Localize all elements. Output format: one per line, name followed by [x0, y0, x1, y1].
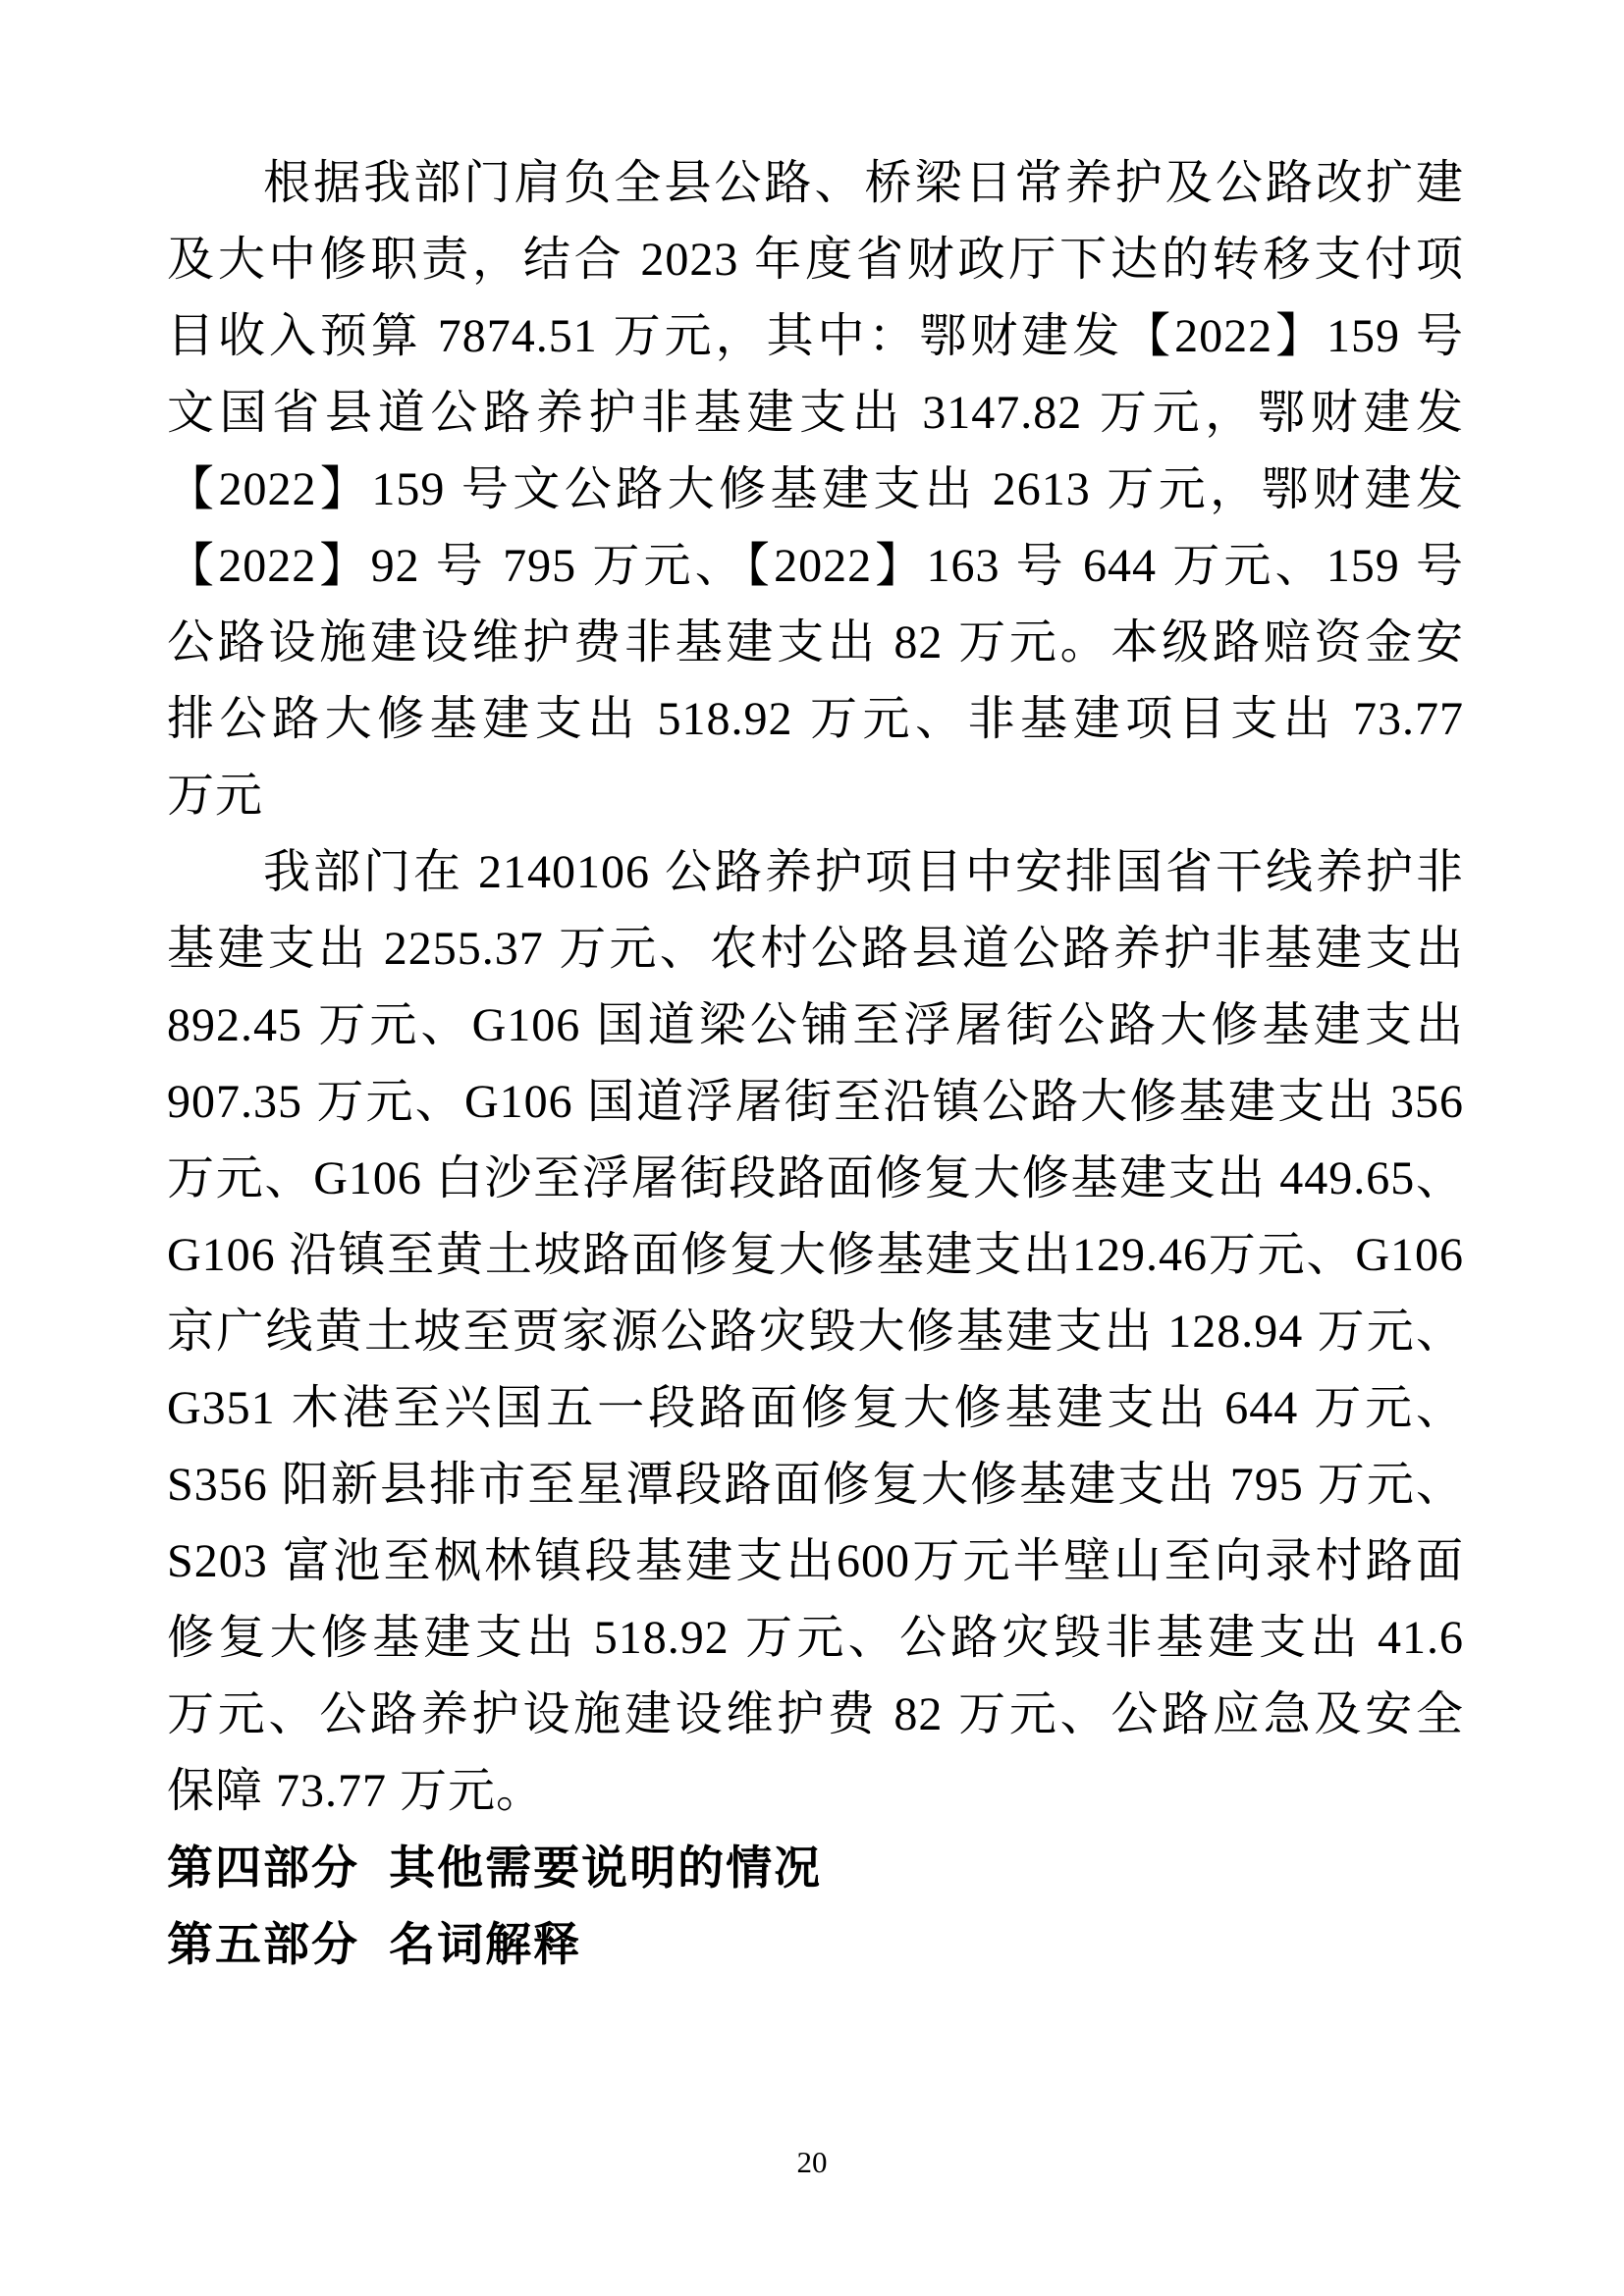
text-line: 【2022】92 号 795 万元、【2022】163 号 644 万元、159 号: [167, 540, 1464, 592]
section-heading-part-5: 第五部分 名词解释: [167, 1918, 582, 1970]
text-line: 907.35 万元、G106 国道浮屠街至沿镇公路大修基建支出 356: [167, 1076, 1464, 1128]
paragraph-1: [167, 145, 1464, 834]
page-number: 20: [796, 2145, 828, 2179]
text-line: G106 沿镇至黄土坡路面修复大修基建支出129.46万元、G106: [167, 1229, 1464, 1281]
text-line: 京广线黄土坡至贾家源公路灾毁大修基建支出 128.94 万元、: [167, 1306, 1464, 1358]
section-heading-part-4: 第四部分 其他需要说明的情况: [167, 1842, 823, 1894]
text-line: 万元: [167, 770, 264, 822]
text-line: 公路设施建设维护费非基建支出 82 万元。本级路赔资金安: [167, 616, 1464, 668]
text-line: 目收入预算 7874.51 万元，其中：鄂财建发【2022】159 号: [167, 310, 1464, 362]
document-body: [167, 145, 1464, 1983]
text-line: 892.45 万元、G106 国道梁公铺至浮屠街公路大修基建支出: [167, 999, 1464, 1051]
text-line: 排公路大修基建支出 518.92 万元、非基建项目支出 73.77: [167, 693, 1464, 745]
paragraph-2: [167, 834, 1464, 1830]
paragraphs: [167, 145, 1464, 1830]
text-line: 修复大修基建支出 518.92 万元、公路灾毁非基建支出 41.6: [167, 1612, 1464, 1664]
text-line: 我部门在 2140106 公路养护项目中安排国省干线养护非: [263, 846, 1464, 898]
text-line: S356 阳新县排市至星潭段路面修复大修基建支出 795 万元、: [167, 1459, 1464, 1511]
text-line: 及大中修职责，结合 2023 年度省财政厅下达的转移支付项: [167, 234, 1464, 286]
text-line: 保障 73.77 万元。: [167, 1765, 545, 1817]
text-line: 根据我部门肩负全县公路、桥梁日常养护及公路改扩建: [263, 157, 1464, 209]
text-line: 文国省县道公路养护非基建支出 3147.82 万元，鄂财建发: [167, 387, 1464, 439]
text-line: 万元、G106 白沙至浮屠街段路面修复大修基建支出 449.65、: [167, 1152, 1464, 1204]
text-line: 基建支出 2255.37 万元、农村公路县道公路养护非基建支出: [167, 923, 1464, 975]
text-line: 万元、公路养护设施建设维护费 82 万元、公路应急及安全: [167, 1688, 1464, 1740]
page-footer: [0, 2145, 1624, 2180]
text-line: 【2022】159 号文公路大修基建支出 2613 万元，鄂财建发: [167, 463, 1464, 515]
text-line: G351 木港至兴国五一段路面修复大修基建支出 644 万元、: [167, 1382, 1464, 1434]
text-line: S203 富池至枫林镇段基建支出600万元半壁山至向录村路面: [167, 1535, 1464, 1587]
